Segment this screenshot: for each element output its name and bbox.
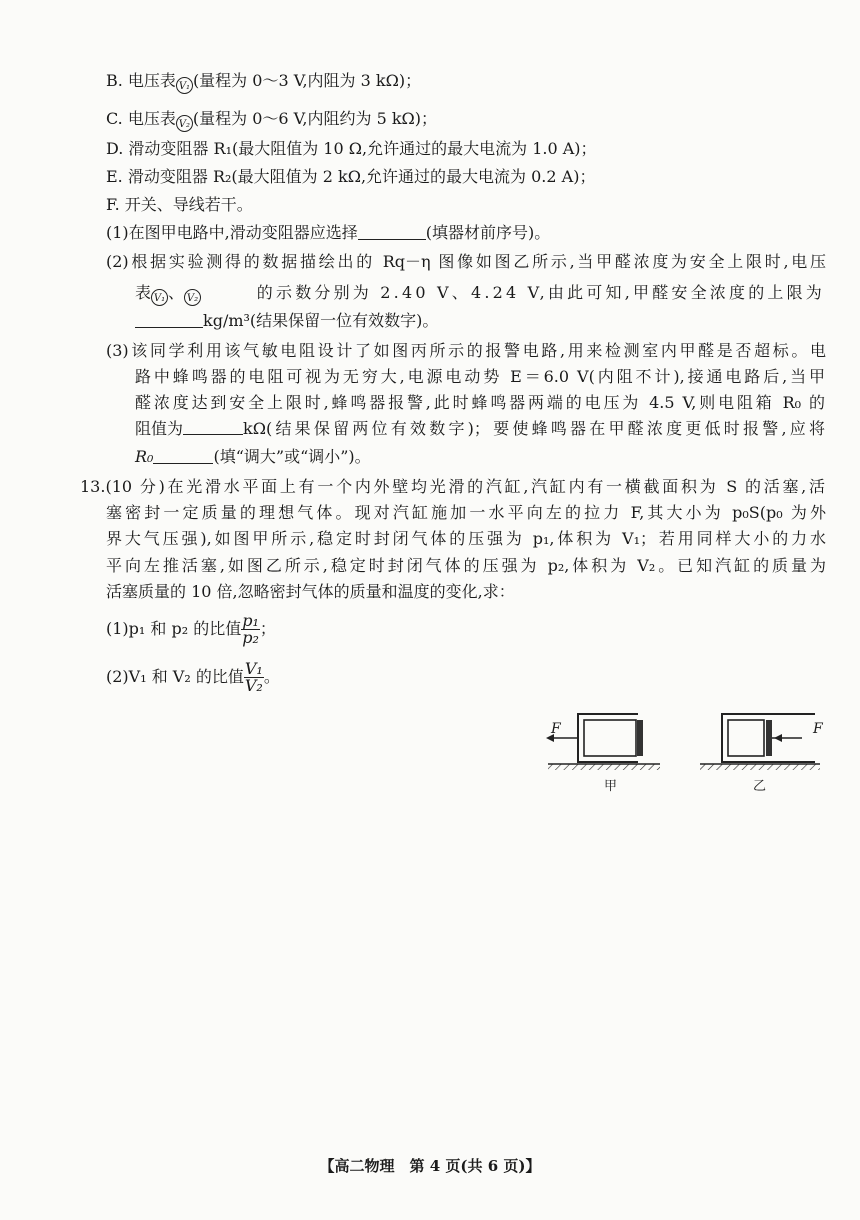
cylinder-figure (540, 700, 830, 800)
q12-part3-line5 (135, 446, 371, 468)
answer-blank[interactable] (183, 418, 243, 435)
ratio-p1-p2 (241, 613, 260, 646)
q13-sub1-text: (1)p₁ 和 p₂ 的比值 (106, 619, 242, 638)
q13-line3: 界大气压强),如图甲所示,稳定时封闭气体的压强为 p₁,体积为 V₁；若用同样大小的力水 (106, 529, 826, 548)
piston (766, 720, 772, 756)
page-footer: 【高二物理 第 4 页(共 6 页)】 (319, 1157, 541, 1175)
ratio-v1-v2 (244, 661, 264, 694)
q13-sub1 (106, 612, 276, 646)
cylinder-yi (700, 714, 820, 770)
cylinder-jia (546, 714, 660, 770)
q12-part3-text: kΩ(结果保留两位有效数字)；要使蜂鸣器在甲醛浓度更低时报警,应将 (243, 419, 825, 438)
q12-part3-prefix: 阻值为 (135, 419, 184, 438)
voltmeter-v2-icon: V₂ (184, 289, 201, 306)
voltmeter-v1-icon: V₁ (151, 289, 168, 306)
q13-line1: 13.(10 分)在光滑水平面上有一个内外壁均光滑的汽缸,汽缸内有一横截面积为 S 的活塞,活 (80, 477, 825, 496)
frac-numerator: V₁ (244, 659, 263, 678)
q12-part1-text: (1)在图甲电路中,滑动变阻器应选择 (106, 223, 358, 242)
option-c (106, 108, 437, 132)
q12-part3-line2: 路中蜂鸣器的电阻可视为无穷大,电源电动势 E＝6.0 V(内阻不计),接通电路后,当甲 (135, 367, 825, 386)
answer-blank[interactable] (358, 223, 426, 240)
force-label-left: F (551, 721, 561, 737)
q12-part1-text-end: (填器材前序号)。 (425, 223, 551, 242)
q12-part2-prefix: 表 (135, 283, 152, 302)
option-b-text: (量程为 0～3 V,内阻为 3 kΩ)； (192, 71, 422, 90)
r0-symbol: R₀ (135, 447, 154, 466)
option-f: F. 开关、导线若干。 (106, 195, 253, 214)
q12-part2-meters (135, 282, 201, 306)
voltmeter-v1-icon: V₁ (176, 77, 193, 94)
option-d: D. 滑动变阻器 R₁(最大阻值为 10 Ω,允许通过的最大电流为 1.0 A)； (106, 139, 597, 158)
frac-denominator: V₂ (244, 676, 263, 695)
frac-numerator: p₁ (242, 611, 259, 630)
q13-sub2-text: (2)V₁ 和 V₂ 的比值 (106, 667, 244, 686)
force-label-right: F (813, 721, 823, 737)
q12-part3-end-text: (填“调大”或“调小”)。 (213, 447, 371, 466)
option-b (106, 70, 421, 94)
option-c-text: (量程为 0～6 V,内阻约为 5 kΩ)； (192, 109, 438, 128)
answer-blank[interactable] (153, 447, 213, 464)
q13-line5: 活塞质量的 10 倍,忽略密封气体的质量和温度的变化,求： (106, 582, 515, 601)
q12-part2-line3 (135, 310, 438, 332)
q13-line2: 塞密封一定质量的理想气体。现对汽缸施加一水平向左的拉力 F,其大小为 p₀S(p₀ 为外 (106, 503, 826, 522)
q13-sub1-end: ； (259, 619, 276, 638)
caption-yi: 乙 (753, 779, 767, 794)
piston (637, 720, 643, 756)
q12-part2-unit-text: kg/m³(结果保留一位有效数字)。 (203, 311, 439, 330)
q12-part2-text: 的示数分别为 2.40 V、4.24 V,由此可知,甲醛安全浓度的上限为 (256, 283, 825, 302)
q12-part3-line3: 醛浓度达到安全上限时,蜂鸣器报警,此时蜂鸣器两端的电压为 4.5 V,则电阻箱 R₀ 的 (135, 393, 825, 412)
option-c-prefix: C. 电压表 (106, 109, 176, 128)
q12-part2-line2 (135, 282, 825, 306)
q12-part2-line1: (2)根据实验测得的数据描绘出的 Rq－η 图像如图乙所示,当甲醛浓度为安全上限时,电压 (106, 252, 826, 271)
option-e: E. 滑动变阻器 R₂(最大阻值为 2 kΩ,允许通过的最大电流为 0.2 A)； (106, 167, 596, 186)
q13-sub2 (106, 660, 280, 694)
q12-part3-line1: (3)该同学利用该气敏电阻设计了如图丙所示的报警电路,用来检测室内甲醛是否超标。电 (106, 341, 826, 360)
caption-jia: 甲 (604, 779, 618, 794)
q13-line4: 平向左推活塞,如图乙所示,稳定时封闭气体的压强为 p₂,体积为 V₂。已知汽缸的质量为 (106, 556, 826, 575)
answer-blank[interactable] (135, 311, 203, 328)
option-b-prefix: B. 电压表 (106, 71, 176, 90)
separator: 、 (168, 283, 185, 302)
q12-part1 (106, 222, 550, 244)
q12-part3-line4 (135, 418, 825, 440)
voltmeter-v2-icon: V₂ (176, 115, 193, 132)
frac-denominator: p₂ (242, 628, 259, 647)
q13-sub2-end: 。 (263, 667, 280, 686)
